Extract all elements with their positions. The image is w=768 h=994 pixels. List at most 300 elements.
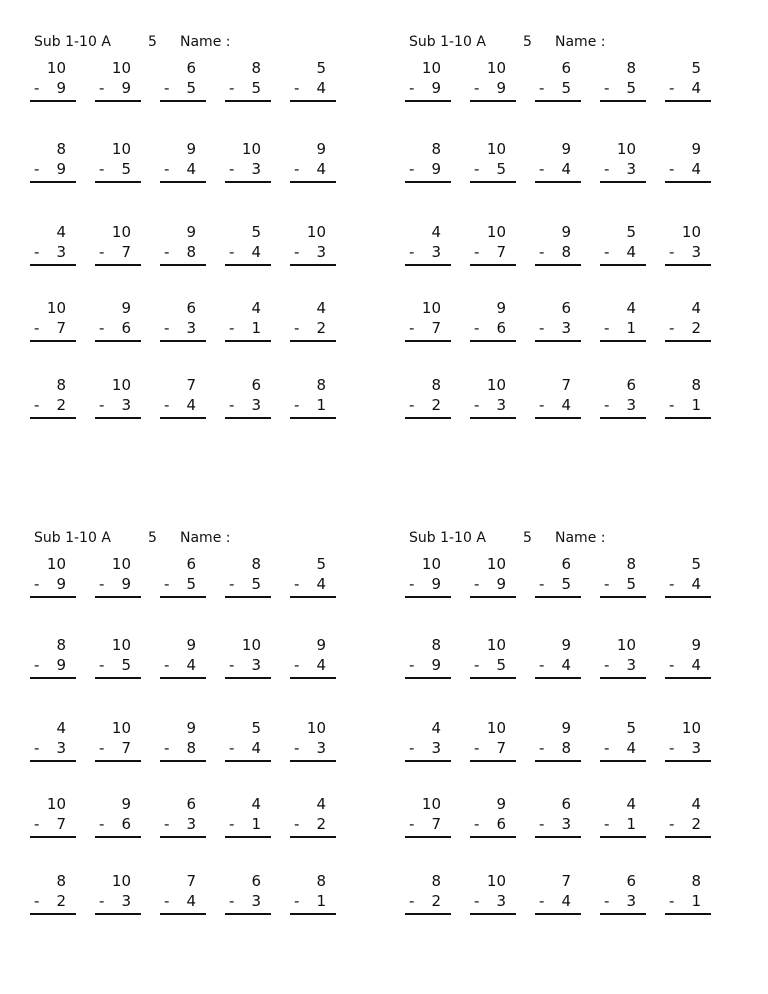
subtraction-problem (290, 140, 336, 182)
subtrahend: 5 (561, 575, 571, 593)
minuend: 10 (46, 299, 66, 317)
subtrahend: 3 (121, 892, 131, 910)
answer-line (535, 913, 581, 915)
subtrahend: 9 (431, 160, 441, 178)
subtrahend: 8 (561, 739, 571, 757)
subtrahend: 3 (251, 892, 261, 910)
subtraction-problem (600, 299, 646, 341)
name-label: Name : (555, 34, 606, 50)
subtrahend: 9 (431, 656, 441, 674)
subtraction-problem (30, 140, 76, 182)
subtrahend: 2 (56, 892, 66, 910)
answer-line (665, 677, 711, 679)
answer-line (405, 417, 451, 419)
worksheet-number: 5 (148, 530, 157, 546)
minus-sign: - (539, 575, 545, 593)
subtrahend: 4 (626, 739, 636, 757)
minus-sign: - (539, 160, 545, 178)
subtrahend: 7 (56, 319, 66, 337)
worksheet-number: 5 (523, 34, 532, 50)
minus-sign: - (604, 656, 610, 674)
subtrahend: 5 (251, 575, 261, 593)
minus-sign: - (229, 656, 235, 674)
subtrahend: 4 (186, 656, 196, 674)
minuend: 8 (56, 636, 66, 654)
subtraction-problem (535, 636, 581, 678)
subtraction-problem (95, 555, 141, 597)
answer-line (225, 596, 271, 598)
minuend: 9 (186, 223, 196, 241)
subtraction-problem (160, 59, 206, 101)
subtraction-problem (95, 59, 141, 101)
answer-line (665, 264, 711, 266)
subtrahend: 9 (431, 575, 441, 593)
answer-line (290, 760, 336, 762)
subtraction-problem (405, 223, 451, 265)
answer-line (30, 836, 76, 838)
answer-line (600, 417, 646, 419)
minus-sign: - (99, 815, 105, 833)
subtraction-problem (470, 719, 516, 761)
worksheet-number: 5 (523, 530, 532, 546)
worksheet-header (28, 34, 368, 52)
minuend: 8 (251, 59, 261, 77)
subtraction-problem (225, 719, 271, 761)
minus-sign: - (294, 815, 300, 833)
minuend: 8 (316, 872, 326, 890)
worksheet-number: 5 (148, 34, 157, 50)
minus-sign: - (99, 160, 105, 178)
subtraction-problem (225, 376, 271, 418)
subtrahend: 3 (561, 319, 571, 337)
minus-sign: - (294, 396, 300, 414)
subtrahend: 3 (56, 243, 66, 261)
subtraction-problem (470, 140, 516, 182)
minuend: 8 (691, 872, 701, 890)
minus-sign: - (409, 243, 415, 261)
minuend: 4 (251, 299, 261, 317)
subtraction-problem (30, 223, 76, 265)
subtrahend: 1 (251, 815, 261, 833)
minus-sign: - (604, 79, 610, 97)
answer-line (290, 100, 336, 102)
minus-sign: - (164, 739, 170, 757)
minuend: 8 (626, 59, 636, 77)
minuend: 9 (691, 140, 701, 158)
subtraction-problem (470, 223, 516, 265)
subtrahend: 4 (251, 243, 261, 261)
minus-sign: - (604, 319, 610, 337)
answer-line (665, 760, 711, 762)
answer-line (665, 836, 711, 838)
minuend: 6 (251, 376, 261, 394)
subtraction-problem (405, 140, 451, 182)
subtraction-problem (405, 59, 451, 101)
subtraction-problem (470, 59, 516, 101)
minuend: 10 (486, 555, 506, 573)
subtrahend: 8 (186, 243, 196, 261)
subtrahend: 3 (186, 319, 196, 337)
subtrahend: 2 (691, 319, 701, 337)
subtraction-problem (405, 872, 451, 914)
subtraction-problem (535, 719, 581, 761)
minuend: 9 (121, 299, 131, 317)
minus-sign: - (294, 319, 300, 337)
subtrahend: 5 (186, 575, 196, 593)
minuend: 10 (421, 795, 441, 813)
answer-line (30, 913, 76, 915)
subtrahend: 7 (121, 739, 131, 757)
subtrahend: 5 (496, 160, 506, 178)
minuend: 4 (316, 795, 326, 813)
minuend: 9 (186, 140, 196, 158)
minus-sign: - (164, 892, 170, 910)
subtrahend: 7 (431, 815, 441, 833)
minus-sign: - (474, 243, 480, 261)
subtrahend: 7 (431, 319, 441, 337)
minuend: 5 (626, 719, 636, 737)
answer-line (30, 596, 76, 598)
subtraction-problem (95, 140, 141, 182)
minus-sign: - (99, 243, 105, 261)
minuend: 10 (616, 636, 636, 654)
answer-line (225, 340, 271, 342)
minuend: 7 (561, 872, 571, 890)
minuend: 10 (486, 376, 506, 394)
minuend: 5 (316, 555, 326, 573)
minus-sign: - (164, 396, 170, 414)
subtrahend: 4 (316, 656, 326, 674)
answer-line (160, 100, 206, 102)
minus-sign: - (539, 243, 545, 261)
minus-sign: - (409, 656, 415, 674)
subtraction-problem (405, 636, 451, 678)
minus-sign: - (99, 892, 105, 910)
subtraction-problem (30, 299, 76, 341)
subtrahend: 4 (691, 575, 701, 593)
subtraction-problem (30, 636, 76, 678)
subtrahend: 9 (56, 79, 66, 97)
minuend: 8 (251, 555, 261, 573)
answer-line (30, 181, 76, 183)
subtraction-problem (30, 872, 76, 914)
worksheet-title: Sub 1-10 A (34, 34, 111, 50)
name-label: Name : (555, 530, 606, 546)
answer-line (95, 596, 141, 598)
minus-sign: - (164, 815, 170, 833)
minus-sign: - (409, 396, 415, 414)
minus-sign: - (474, 892, 480, 910)
answer-line (405, 340, 451, 342)
subtrahend: 3 (121, 396, 131, 414)
subtrahend: 3 (626, 656, 636, 674)
minus-sign: - (604, 739, 610, 757)
minus-sign: - (474, 160, 480, 178)
subtrahend: 8 (186, 739, 196, 757)
minus-sign: - (409, 160, 415, 178)
subtrahend: 9 (121, 575, 131, 593)
subtraction-problem (600, 719, 646, 761)
minus-sign: - (409, 892, 415, 910)
minuend: 8 (56, 376, 66, 394)
answer-line (665, 100, 711, 102)
answer-line (225, 913, 271, 915)
answer-line (535, 760, 581, 762)
answer-line (535, 596, 581, 598)
minuend: 10 (306, 719, 326, 737)
minus-sign: - (99, 656, 105, 674)
subtraction-problem (290, 795, 336, 837)
name-label: Name : (180, 530, 231, 546)
minus-sign: - (474, 739, 480, 757)
minus-sign: - (474, 815, 480, 833)
subtraction-problem (665, 719, 711, 761)
minuend: 10 (111, 59, 131, 77)
subtrahend: 6 (496, 815, 506, 833)
minuend: 5 (316, 59, 326, 77)
answer-line (405, 264, 451, 266)
minuend: 10 (486, 59, 506, 77)
minus-sign: - (539, 79, 545, 97)
subtrahend: 5 (626, 79, 636, 97)
minus-sign: - (669, 79, 675, 97)
subtrahend: 3 (691, 739, 701, 757)
subtraction-problem (30, 59, 76, 101)
subtraction-problem (30, 719, 76, 761)
subtrahend: 3 (251, 160, 261, 178)
minuend: 8 (431, 376, 441, 394)
minuend: 6 (186, 555, 196, 573)
minus-sign: - (294, 656, 300, 674)
subtrahend: 5 (496, 656, 506, 674)
subtrahend: 3 (431, 739, 441, 757)
answer-line (30, 417, 76, 419)
subtrahend: 4 (186, 396, 196, 414)
subtraction-problem (30, 555, 76, 597)
subtrahend: 4 (316, 160, 326, 178)
minuend: 5 (691, 59, 701, 77)
minus-sign: - (539, 892, 545, 910)
subtrahend: 4 (691, 656, 701, 674)
minus-sign: - (474, 79, 480, 97)
minus-sign: - (294, 739, 300, 757)
answer-line (225, 181, 271, 183)
subtrahend: 4 (316, 79, 326, 97)
minuend: 9 (316, 636, 326, 654)
subtrahend: 4 (316, 575, 326, 593)
minus-sign: - (539, 656, 545, 674)
minus-sign: - (474, 575, 480, 593)
minuend: 4 (316, 299, 326, 317)
subtrahend: 5 (121, 656, 131, 674)
subtrahend: 3 (626, 892, 636, 910)
minuend: 10 (46, 795, 66, 813)
minuend: 10 (241, 636, 261, 654)
minus-sign: - (669, 575, 675, 593)
subtrahend: 6 (496, 319, 506, 337)
subtraction-problem (535, 555, 581, 597)
answer-line (405, 181, 451, 183)
answer-line (470, 760, 516, 762)
answer-line (405, 913, 451, 915)
minus-sign: - (539, 319, 545, 337)
answer-line (535, 836, 581, 838)
subtrahend: 1 (626, 815, 636, 833)
subtraction-problem (160, 555, 206, 597)
subtraction-problem (665, 376, 711, 418)
subtraction-problem (290, 59, 336, 101)
minuend: 8 (316, 376, 326, 394)
subtraction-problem (160, 376, 206, 418)
minus-sign: - (99, 739, 105, 757)
answer-line (405, 836, 451, 838)
minuend: 10 (421, 299, 441, 317)
minuend: 6 (561, 795, 571, 813)
answer-line (665, 417, 711, 419)
answer-line (30, 760, 76, 762)
minus-sign: - (229, 739, 235, 757)
minuend: 8 (56, 872, 66, 890)
minuend: 10 (111, 223, 131, 241)
minuend: 8 (431, 872, 441, 890)
subtraction-problem (665, 795, 711, 837)
subtrahend: 7 (496, 739, 506, 757)
answer-line (95, 913, 141, 915)
minus-sign: - (539, 815, 545, 833)
minus-sign: - (34, 656, 40, 674)
minus-sign: - (229, 319, 235, 337)
subtrahend: 1 (691, 892, 701, 910)
subtraction-problem (535, 795, 581, 837)
minus-sign: - (474, 656, 480, 674)
answer-line (600, 913, 646, 915)
minus-sign: - (409, 319, 415, 337)
subtrahend: 3 (316, 739, 326, 757)
subtrahend: 2 (316, 319, 326, 337)
minus-sign: - (34, 892, 40, 910)
subtraction-problem (290, 636, 336, 678)
subtrahend: 6 (121, 815, 131, 833)
answer-line (535, 264, 581, 266)
answer-line (30, 264, 76, 266)
subtraction-problem (405, 719, 451, 761)
answer-line (535, 677, 581, 679)
minus-sign: - (164, 319, 170, 337)
minuend: 8 (691, 376, 701, 394)
minus-sign: - (294, 892, 300, 910)
minus-sign: - (229, 160, 235, 178)
minuend: 9 (691, 636, 701, 654)
minuend: 9 (561, 719, 571, 737)
answer-line (470, 264, 516, 266)
minus-sign: - (669, 160, 675, 178)
subtrahend: 4 (251, 739, 261, 757)
answer-line (290, 340, 336, 342)
answer-line (470, 913, 516, 915)
subtraction-problem (535, 872, 581, 914)
minus-sign: - (409, 815, 415, 833)
answer-line (600, 836, 646, 838)
subtrahend: 3 (186, 815, 196, 833)
subtraction-problem (600, 223, 646, 265)
minuend: 8 (431, 636, 441, 654)
subtraction-problem (225, 59, 271, 101)
minus-sign: - (99, 79, 105, 97)
subtraction-problem (290, 376, 336, 418)
subtrahend: 1 (626, 319, 636, 337)
subtraction-problem (290, 299, 336, 341)
subtraction-problem (665, 872, 711, 914)
minuend: 9 (121, 795, 131, 813)
answer-line (600, 181, 646, 183)
subtrahend: 9 (56, 160, 66, 178)
minus-sign: - (294, 160, 300, 178)
minus-sign: - (409, 739, 415, 757)
minuend: 10 (486, 872, 506, 890)
subtrahend: 3 (626, 160, 636, 178)
minuend: 4 (251, 795, 261, 813)
minuend: 10 (111, 636, 131, 654)
minuend: 5 (691, 555, 701, 573)
subtrahend: 4 (561, 892, 571, 910)
subtraction-problem (95, 376, 141, 418)
minus-sign: - (669, 739, 675, 757)
minuend: 6 (561, 555, 571, 573)
answer-line (95, 100, 141, 102)
minus-sign: - (34, 160, 40, 178)
subtrahend: 9 (56, 656, 66, 674)
answer-line (30, 100, 76, 102)
subtrahend: 1 (316, 892, 326, 910)
subtrahend: 2 (691, 815, 701, 833)
subtraction-problem (665, 223, 711, 265)
answer-line (535, 100, 581, 102)
subtrahend: 4 (691, 160, 701, 178)
answer-line (30, 677, 76, 679)
minus-sign: - (669, 656, 675, 674)
answer-line (470, 417, 516, 419)
subtrahend: 5 (186, 79, 196, 97)
subtrahend: 1 (251, 319, 261, 337)
answer-line (225, 100, 271, 102)
minuend: 8 (431, 140, 441, 158)
minus-sign: - (604, 815, 610, 833)
minuend: 10 (111, 872, 131, 890)
name-label: Name : (180, 34, 231, 50)
answer-line (290, 596, 336, 598)
minuend: 10 (486, 636, 506, 654)
minus-sign: - (604, 892, 610, 910)
minus-sign: - (99, 575, 105, 593)
subtrahend: 2 (56, 396, 66, 414)
subtraction-problem (225, 795, 271, 837)
subtrahend: 5 (561, 79, 571, 97)
subtraction-problem (665, 59, 711, 101)
subtraction-problem (30, 795, 76, 837)
subtraction-problem (160, 140, 206, 182)
minuend: 4 (56, 223, 66, 241)
answer-line (160, 264, 206, 266)
minus-sign: - (34, 815, 40, 833)
minus-sign: - (34, 575, 40, 593)
minuend: 10 (616, 140, 636, 158)
minuend: 10 (46, 59, 66, 77)
minuend: 4 (626, 795, 636, 813)
minuend: 9 (496, 299, 506, 317)
minus-sign: - (164, 656, 170, 674)
minus-sign: - (229, 396, 235, 414)
subtraction-problem (665, 555, 711, 597)
